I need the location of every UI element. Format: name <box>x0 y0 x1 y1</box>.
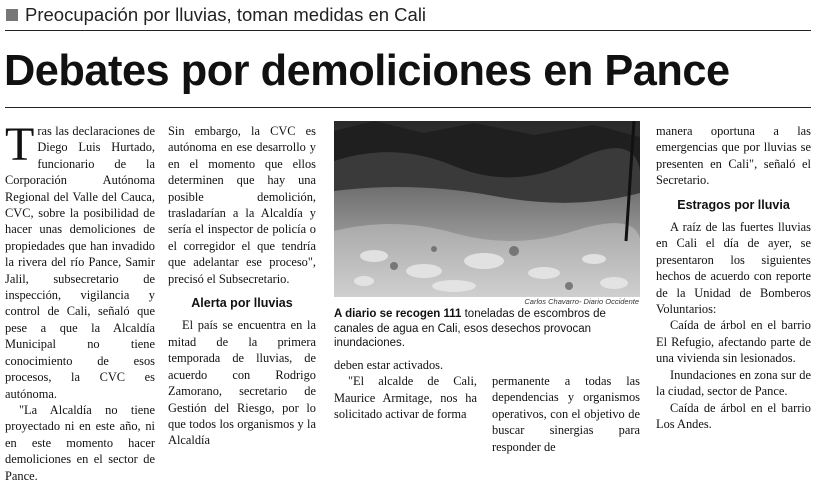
column-5-paragraph-2: A raíz de las fuertes lluvias en Cali el día de ayer, se presentaron los siguientes hechos de acuerdo con reporte de la Unidad de Bomberos Voluntarios: <box>656 220 811 317</box>
headline-rule <box>5 107 811 108</box>
column-3-paragraph-1: deben estar activados. <box>334 358 444 372</box>
photo-caption <box>334 307 646 351</box>
column-5-paragraph-4: Inundaciones en zona sur de la ciudad, sector de Pance. <box>656 367 811 399</box>
caption-text: toneladas de escombros de canales de agua en Cali, esos desechos provocan inundaciones. <box>334 308 606 349</box>
subhead-estragos-por-lluvia: Estragos por lluvia <box>677 197 790 212</box>
column-5-paragraph-5: Caída de árbol en el barrio Los Andes. <box>656 400 811 431</box>
photo-credit: Carlos Chavarro- Diario Occidente <box>524 297 639 306</box>
article-column-4 <box>492 373 640 455</box>
column-1-paragraph-1: Tras las declaraciones de Diego Luis Hurtado, funcionario de la Corporación Autónoma Regional del Valle del Cauca, CVC, sobre la posibilidad de hacer unas demoliciones de propiedades que han invadido la rivera del río Pance, Samir Jalil, subsecretario de inspección, vigilancia y control de Cali, señaló que pese a que la Alcaldía Municipal no tiene conocimiento de esos procesos, la CVC es autónoma. <box>5 118 155 401</box>
article-column-5 <box>656 123 811 432</box>
headline: Debates por demoliciones en Pance <box>4 46 730 95</box>
article-column-3 <box>334 357 477 423</box>
article-column-1 <box>5 118 155 484</box>
subhead-alerta-por-lluvias: Alerta por lluvias <box>191 296 293 311</box>
column-3-paragraph-2: "El alcalde de Cali, Maurice Armitage, nos ha solicitado activar de forma <box>334 374 477 422</box>
column-5-paragraph-3: Caída de árbol en el barrio El Refugio, afectando parte de una vivienda sin lesionados. <box>656 318 811 366</box>
drop-cap: T <box>5 118 35 171</box>
kicker-text: Preocupación por lluvias, toman medidas en Cali <box>25 4 427 25</box>
kicker-square-icon <box>6 9 18 21</box>
column-5-paragraph-1: manera oportuna a las emergencias que por lluvias se presenten en Cali", señaló el Secretario. <box>656 124 811 188</box>
kicker-rule <box>5 30 811 31</box>
column-4-paragraph-1: permanente a todas las dependencias y organismos operativos, con el objetivo de buscar sinergias para responder de <box>492 374 640 454</box>
caption-bold-lead: A diario se recogen 111 <box>334 308 462 320</box>
section-kicker <box>6 3 426 27</box>
column-2-paragraph-1: Sin embargo, la CVC es autónoma en ese desarrollo y en el momento que ellos determinen que hay una posible demolición, trasladarían a la Alcaldía y sería el inspector de policía o el corregidor el que tendría que adelantar ese proceso", precisó el Subsecretario. <box>168 124 316 286</box>
riverbank-debris-photo <box>334 121 640 297</box>
article-column-2 <box>168 123 316 449</box>
news-photo <box>334 121 640 297</box>
column-1-paragraph-2: "La Alcaldía no tiene proyectado ni en este año, ni en este momento hacer demoliciones en el sector de Pance. <box>5 402 155 483</box>
column-2-paragraph-2: El país se encuentra en la mitad de la primera temporada de lluvias, de acuerdo con Rodrigo Zamorano, secretario de Gestión del Riesgo, por lo que todos los organismos y la Alcaldía <box>168 318 316 448</box>
